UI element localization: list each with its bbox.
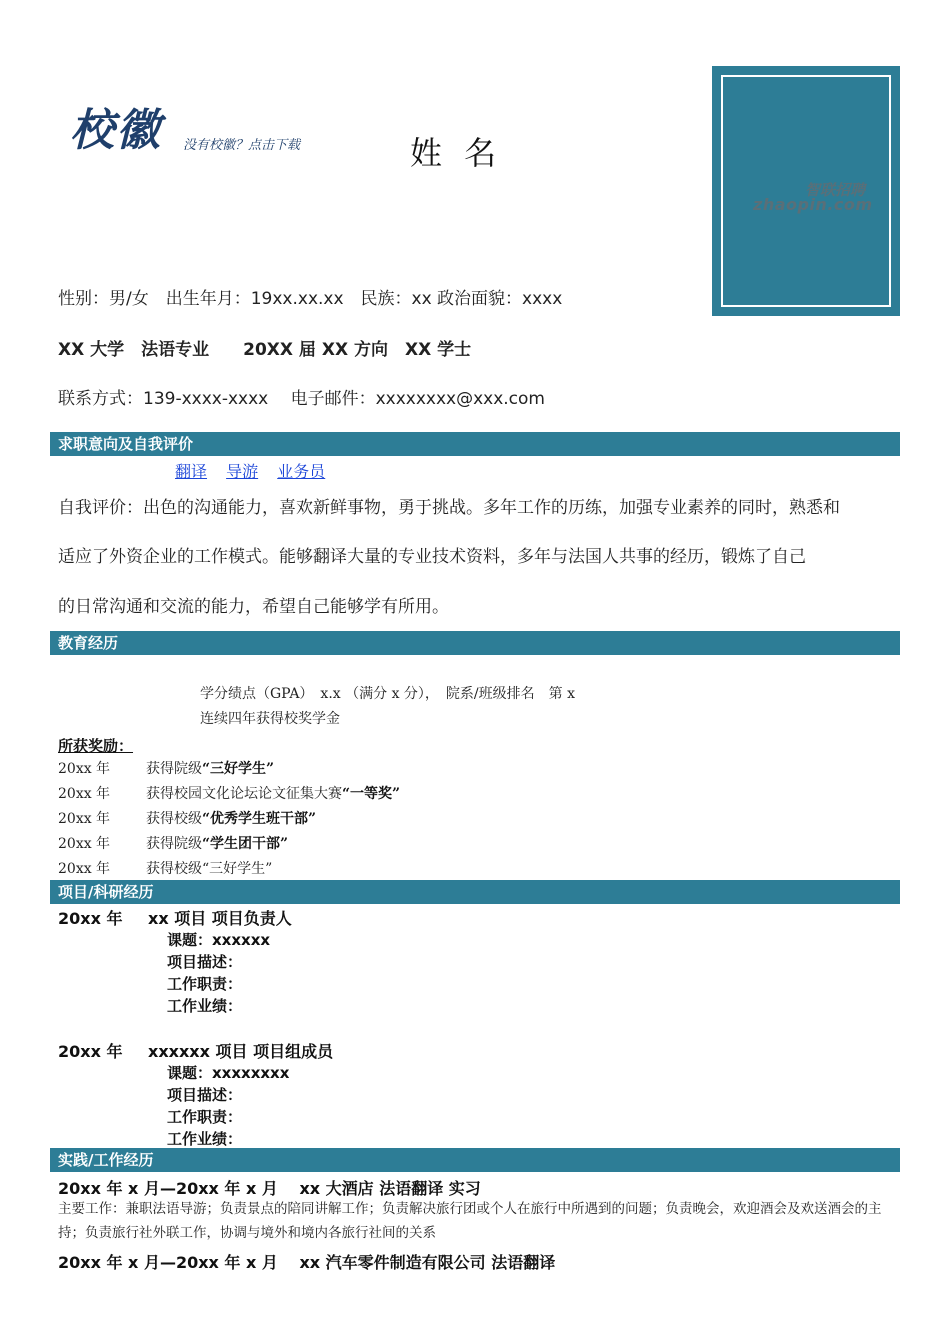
award-name: “优秀学生班干部” [202, 811, 317, 827]
award-prefix: 获得院级 [146, 761, 202, 777]
gpa-line: 学分绩点（GPA） x.x （满分 x 分）， 院系/班级排名 第 x [200, 686, 575, 702]
watermark-en: zhaopin.com [753, 195, 873, 214]
project-topic: 课题：xxxxxxxx [167, 1064, 290, 1082]
logo-download-hint[interactable]: 没有校徽？点击下载 [183, 138, 301, 153]
award-name: “一等奖” [342, 786, 401, 802]
self-eval-line-2: 适应了外资企业的工作模式。能够翻译大量的专业技术资料，多年与法国人共事的经历，锻炼了自己 [58, 547, 806, 567]
award-prefix: 获得院级 [146, 836, 202, 852]
contact-info: 联系方式：139-xxxx-xxxx 电子邮件：xxxxxxxx@xxx.com [58, 389, 545, 409]
work-description: 主要工作：兼职法语导游；负责景点的陪同讲解工作；负责解决旅行团或个人在旅行中所遇到的问题；负责晚会，欢迎酒会及欢送酒会的主持；负责旅行社外联工作，协调与境外和境内各旅行社间的关系 [58, 1201, 882, 1241]
project-duty: 工作职责： [167, 1108, 243, 1126]
project-result: 工作业绩： [167, 997, 243, 1015]
job-link-guide[interactable]: 导游 [226, 462, 259, 481]
project-heading [58, 1039, 333, 1062]
award-year: 20xx 年 [58, 761, 111, 777]
scholarship-line: 连续四年获得校奖学金 [200, 711, 340, 727]
job-intent-links [175, 459, 339, 482]
award-name: “学生团干部” [202, 836, 289, 852]
award-row [58, 858, 272, 878]
award-prefix: 获得校园文化论坛论文征集大赛 [146, 786, 342, 802]
award-prefix: 获得校级 [146, 861, 202, 877]
education-summary: XX 大学 法语专业 20XX 届 XX 方向 XX 学士 [58, 340, 472, 360]
section-header-intent: 求职意向及自我评价 [50, 432, 900, 456]
project-desc: 项目描述： [167, 953, 243, 971]
project-title: xxxxxx 项目 项目组成员 [148, 1042, 334, 1061]
profile-photo-placeholder[interactable] [712, 66, 900, 316]
project-title: xx 项目 项目负责人 [148, 909, 292, 928]
watermark-cn: 智联招聘 [805, 181, 866, 199]
award-year: 20xx 年 [58, 811, 111, 827]
section-header-education: 教育经历 [50, 631, 900, 655]
project-topic: 课题：xxxxxx [167, 931, 271, 949]
school-logo-text: 校徽 [70, 105, 162, 156]
photo-frame [721, 75, 891, 307]
candidate-name: 姓 名 [410, 134, 503, 172]
personal-info: 性别：男/女 出生年月：19xx.xx.xx 民族：xx 政治面貌：xxxx [58, 289, 563, 309]
award-row [58, 783, 400, 803]
section-header-work: 实践/工作经历 [50, 1148, 900, 1172]
work-heading: 20xx 年 x 月—20xx 年 x 月 xx 汽车零件制造有限公司 法语翻译 [58, 1253, 556, 1272]
project-duty: 工作职责： [167, 975, 243, 993]
award-name: “三好学生” [202, 761, 275, 777]
award-year: 20xx 年 [58, 836, 111, 852]
project-year: 20xx 年 [58, 909, 123, 928]
project-heading [58, 906, 292, 929]
award-year: 20xx 年 [58, 786, 111, 802]
section-header-projects: 项目/科研经历 [50, 880, 900, 904]
award-row [58, 833, 288, 853]
awards-title: 所获奖励： [58, 737, 134, 755]
award-row [58, 808, 316, 828]
project-result: 工作业绩： [167, 1130, 243, 1148]
award-name: “三好学生” [202, 861, 273, 877]
work-heading: 20xx 年 x 月—20xx 年 x 月 xx 大酒店 法语翻译 实习 [58, 1179, 481, 1198]
project-desc: 项目描述： [167, 1086, 243, 1104]
award-prefix: 获得校级 [146, 811, 202, 827]
job-link-sales[interactable]: 业务员 [277, 462, 326, 481]
award-year: 20xx 年 [58, 861, 111, 877]
self-eval-line-1: 自我评价：出色的沟通能力，喜欢新鲜事物，勇于挑战。多年工作的历练，加强专业素养的同时，熟悉和 [58, 498, 840, 518]
award-row [58, 758, 274, 778]
project-year: 20xx 年 [58, 1042, 123, 1061]
self-eval-line-3: 的日常沟通和交流的能力，希望自己能够学有所用。 [58, 597, 449, 617]
job-link-translator[interactable]: 翻译 [175, 462, 208, 481]
